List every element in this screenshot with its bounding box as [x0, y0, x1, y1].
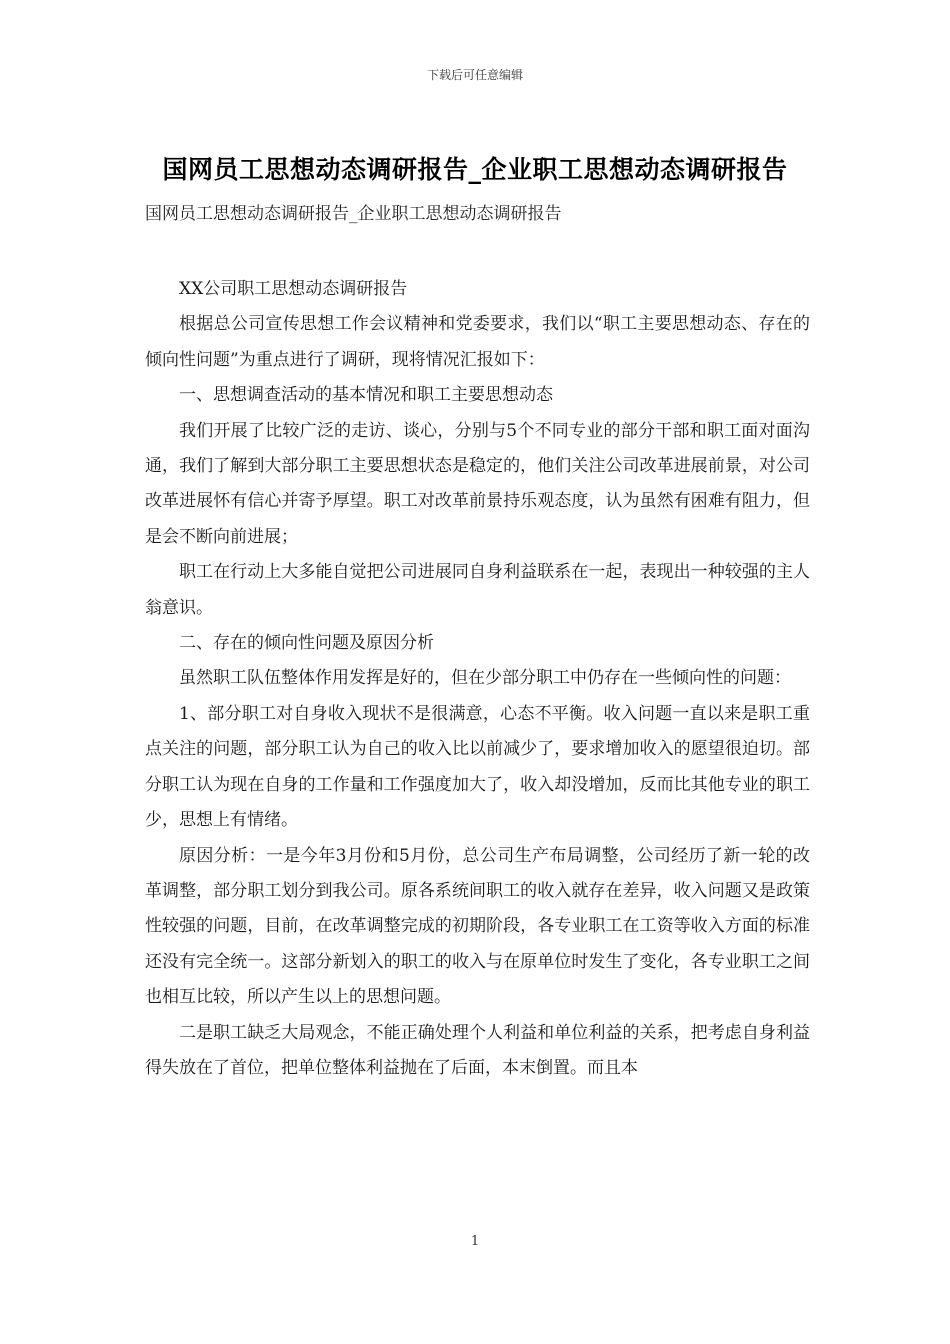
paragraph: 1、部分职工对自身收入现状不是很满意，心态不平衡。收入问题一直以来是职工重点关注的问题，部分职工认为自己的收入比以前减少了，要求增加收入的愿望很迫切。部分职工认为现在自身的工作量和工作强度加大了，收入却没增加，反而比其他专业的职工少，思想上有情绪。	[145, 703, 810, 831]
paragraph: 我们开展了比较广泛的走访、谈心，分别与5个不同专业的部分干部和职工面对面沟通，我们了解到大部分职工主要思想状态是稳定的，他们关注公司改革进展前景，对公司改革进展怀有信心并寄予厚望。职工对改革前景持乐观态度，认为虽然有困难有阻力，但是会不断向前进展；	[145, 420, 810, 547]
paragraph-intro: 根据总公司宣传思想工作会议精神和党委要求，我们以“职工主要思想动态、存在的倾向性问题”为重点进行了调研，现将情况汇报如下：	[145, 314, 810, 370]
page-number: 1	[470, 1234, 480, 1249]
paragraph: 职工在行动上大多能自觉把公司进展同自身利益联系在一起，表现出一种较强的主人翁意识。	[145, 562, 810, 618]
header-note: 下载后可任意编辑	[426, 68, 523, 82]
paragraph: 虽然职工队伍整体作用发挥是好的，但在少部分职工中仍存在一些倾向性的问题：	[179, 668, 791, 689]
section-heading-2: 二、存在的倾向性问题及原因分析	[179, 633, 434, 654]
document-title: 国网员工思想动态调研报告_企业职工思想动态调研报告	[162, 155, 788, 184]
document-subtitle: 国网员工思想动态调研报告_企业职工思想动态调研报告	[145, 204, 562, 224]
paragraph: 二是职工缺乏大局观念，不能正确处理个人利益和单位利益的关系，把考虑自身利益得失放在了首位，把单位整体利益抛在了后面，本末倒置。而且本	[145, 1022, 810, 1078]
paragraph: 原因分析：一是今年3月份和5月份，总公司生产布局调整，公司经历了新一轮的改革调整，部分职工划分到我公司。原各系统间职工的收入就存在差异，收入问题又是政策性较强的问题，目前，在改革调整完成的初期阶段，各专业职工在工资等收入方面的标准还没有完全统一。这部分新划入的职工的收入与在原单位时发生了变化，各专业职工之间也相互比较，所以产生以上的思想问题。	[145, 845, 810, 1008]
section-heading-1: 一、思想调查活动的基本情况和职工主要思想动态	[179, 385, 553, 406]
paragraph-report-heading: XX公司职工思想动态调研报告	[179, 279, 408, 299]
document-body	[145, 272, 810, 1086]
